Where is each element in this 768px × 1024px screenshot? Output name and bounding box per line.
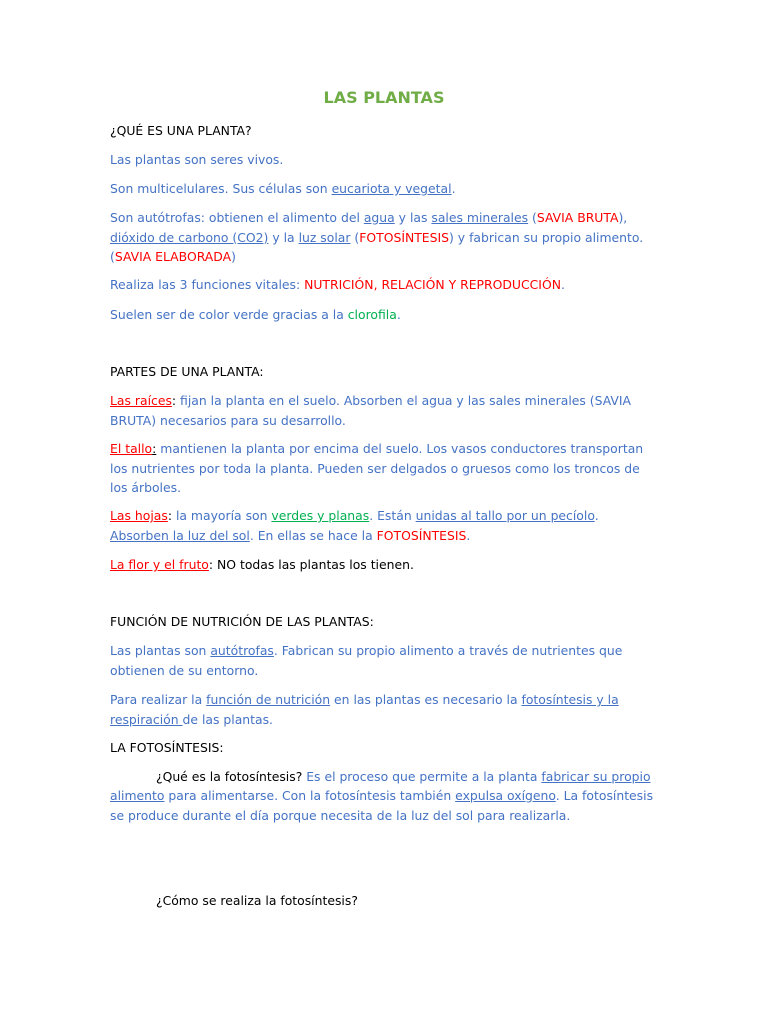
paragraph-autotrofas — [110, 208, 655, 267]
text-run: Es el proceso que permite a la planta — [306, 769, 542, 784]
text-run: . — [396, 307, 401, 322]
text-run: en las plantas es necesario la — [330, 692, 522, 707]
highlight-red: SAVIA BRUTA — [536, 210, 619, 225]
paragraph-raices — [110, 391, 655, 430]
paragraph-como-se-realiza: ¿Cómo se realiza la fotosíntesis? — [156, 893, 358, 908]
text-run: y la — [268, 229, 299, 245]
text-run: Realiza las 3 funciones vitales: — [110, 277, 305, 292]
paragraph-multicelulares — [110, 179, 655, 199]
underlined-term: verdes y planas — [271, 508, 370, 523]
highlight-red: NUTRICIÓN, RELACIÓN Y REPRODUCCIÓN — [304, 277, 561, 292]
text-run: ) y fabrican su propio alimento. — [449, 229, 644, 245]
underlined-term: expulsa oxígeno — [455, 788, 556, 803]
paragraph-clorofila — [110, 305, 655, 325]
highlight-red: FOTOSÍNTESIS — [359, 229, 450, 245]
paragraph-flor-fruto — [110, 555, 655, 575]
underlined-term: eucariota y vegetal — [331, 181, 452, 196]
section-heading-partes: PARTES DE UNA PLANTA: — [110, 364, 264, 379]
text-run: ( — [528, 210, 537, 225]
text-run: . — [594, 508, 599, 523]
highlight-red: FOTOSÍNTESIS — [376, 527, 467, 543]
text-run: : — [171, 393, 177, 408]
text-run: de las plantas. — [182, 711, 273, 727]
text-run: Son multicelulares. Sus células son — [110, 181, 332, 196]
underlined-term: fotosíntesis y la — [521, 692, 619, 707]
text-run: . — [466, 527, 471, 543]
text-run: fijan la planta en el suelo. Absorben el agua y las sales minerales (SAVIA BRUTA) necesarios para su desarrollo. — [110, 393, 631, 428]
text-run: . Fabrican su propio alimento a través de nutrientes que obtienen de su entorno. — [110, 643, 623, 678]
text-run: Son autótrofas: obtienen el alimento del — [110, 210, 364, 225]
paragraph-que-es-fotosintesis-cont — [110, 786, 655, 825]
paragraph-funciones-vitales — [110, 275, 655, 295]
text-run: . Están — [369, 508, 416, 523]
paragraph-funcion-nutricion — [110, 690, 655, 729]
underlined-term: Absorben la luz del sol — [110, 527, 250, 543]
text-run: mantienen la planta por encima del suelo. Los vasos conductores transportan los nutrientes por toda la planta. Pueden ser delgados o gruesos como los troncos de los árboles. — [110, 441, 644, 495]
part-label-flor-fruto: La flor y el fruto — [110, 557, 209, 572]
text-run: para alimentarse. Con la fotosíntesis también — [164, 788, 456, 803]
text-run: . — [560, 277, 565, 292]
text-run: ), — [618, 210, 628, 225]
text-run: la mayoría son — [172, 508, 272, 523]
section-heading-nutricion: FUNCIÓN DE NUTRICIÓN DE LAS PLANTAS: — [110, 614, 374, 629]
text-run: . En ellas se hace la — [249, 527, 377, 543]
highlight-red: SAVIA ELABORADA — [114, 249, 232, 264]
text-run: Las plantas son — [110, 643, 211, 658]
text-run: : — [152, 441, 157, 456]
question-text: ¿Qué es la fotosíntesis? — [156, 769, 307, 784]
text-run: : NO todas las plantas los tienen. — [208, 557, 414, 572]
part-label-raices: Las raíces — [110, 393, 172, 408]
underlined-term: agua — [363, 210, 395, 225]
underlined-term: respiración — [110, 711, 183, 727]
paragraph-hojas — [110, 506, 655, 545]
underlined-term: unidas al tallo por un pecíolo — [415, 508, 595, 523]
text-run: : — [167, 508, 173, 523]
underlined-term: fabricar su propio — [541, 769, 651, 784]
text-run: Suelen ser de color verde gracias a la — [110, 307, 348, 322]
highlight-green: clorofila — [347, 307, 397, 322]
text-run: ( — [350, 229, 360, 245]
paragraph-tallo — [110, 439, 655, 498]
section-heading-fotosintesis: LA FOTOSÍNTESIS: — [110, 740, 224, 755]
section-heading-que-es: ¿QUÉ ES UNA PLANTA? — [110, 123, 252, 138]
paragraph-autotrofas-nutricion — [110, 641, 655, 680]
underlined-term: dióxido de carbono (CO2) — [110, 229, 269, 245]
text-run: y las — [394, 210, 432, 225]
underlined-term: alimento — [110, 788, 165, 803]
underlined-term: sales minerales — [431, 210, 529, 225]
text-run: . La fotosíntesis se produce durante el día porque necesita de la luz del sol para realizarla. — [110, 788, 654, 823]
underlined-term: luz solar — [298, 229, 351, 245]
underlined-term: autótrofas — [210, 643, 274, 658]
text-run: ) — [231, 249, 236, 264]
paragraph-que-es-fotosintesis — [156, 767, 659, 787]
text-run: . — [451, 181, 456, 196]
text-run: ( — [110, 249, 115, 264]
part-label-hojas: Las hojas — [110, 508, 168, 523]
underlined-term: función de nutrición — [206, 692, 331, 707]
text-run: Para realizar la — [110, 692, 207, 707]
page-title: LAS PLANTAS — [323, 88, 445, 107]
part-label-tallo: El tallo — [110, 441, 153, 456]
paragraph-seres-vivos: Las plantas son seres vivos. — [110, 152, 284, 167]
